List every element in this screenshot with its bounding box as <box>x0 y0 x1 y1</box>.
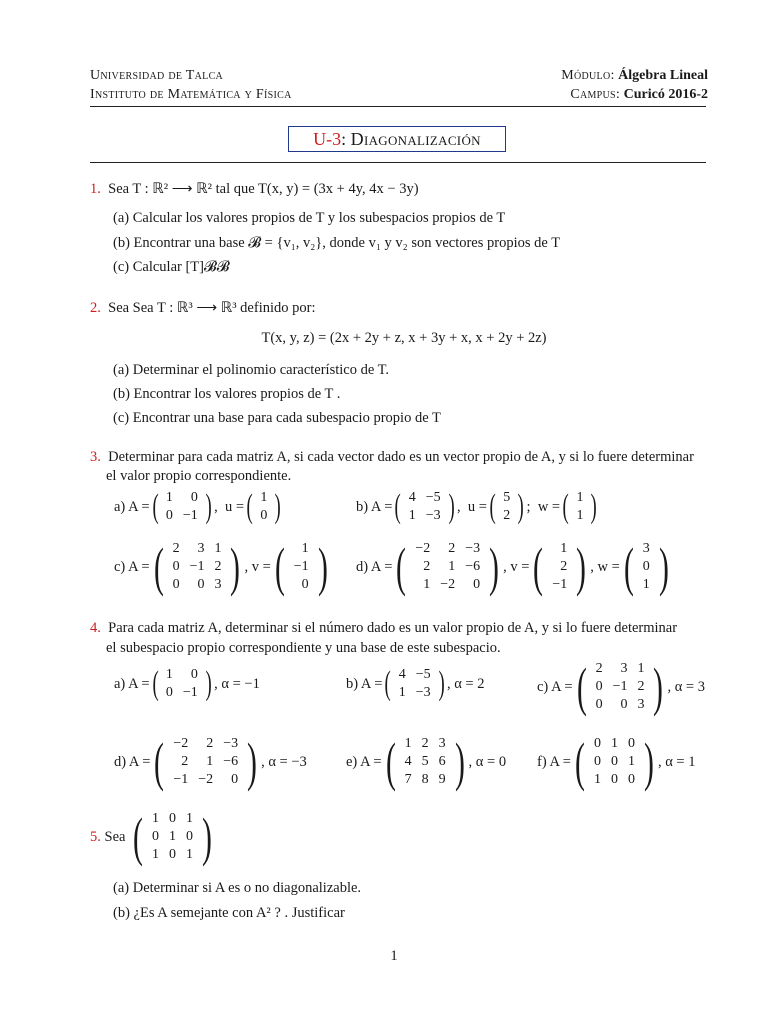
exercise-1-text: Sea T : ℝ² ⟶ ℝ² tal que T(x, y) = (3x + 4y, 4x − 3y) <box>108 181 419 197</box>
left-paren-icon: ( <box>152 488 159 525</box>
page-number: 1 <box>390 948 398 964</box>
exercise-4-number: 4. <box>90 620 101 636</box>
institute-name: Instituto de Matemática y Física <box>90 87 292 102</box>
university-name: Universidad de Talca <box>90 68 224 83</box>
exercise-3d-v-label: v = <box>510 558 530 575</box>
exercise-1-item-a: (a) Calcular los valores propios de T y los subespacios propios de T <box>113 210 506 226</box>
left-paren-icon: ( <box>152 665 159 702</box>
exercise-3c-label: c) A = <box>114 558 150 575</box>
exercise-3a-label: a) A = <box>114 498 150 515</box>
exercise-3-line1 <box>90 449 694 466</box>
title-rule <box>90 162 706 163</box>
module-label: Módulo: <box>561 68 615 83</box>
exercise-2-text: Sea Sea T : ℝ³ ⟶ ℝ³ definido por: <box>108 300 316 316</box>
exercise-4d-alpha: , α = −3 <box>261 753 307 770</box>
exercise-3d-v-vector: 1 2 −1 <box>552 541 568 592</box>
exercise-3b-u-label: u = <box>467 498 487 515</box>
exercise-3a-u-label: u = <box>225 498 245 515</box>
exercise-4c <box>537 657 705 717</box>
campus-label: Campus: <box>570 87 621 102</box>
exercise-4c-alpha: , α = 3 <box>667 678 705 695</box>
exercise-4d-label: d) A = <box>114 753 151 770</box>
exercise-2-item-a: (a) Determinar el polinomio característico de T. <box>113 362 390 378</box>
exercise-4-text1: Para cada matriz A, determinar si el número dado es un valor propio de A, y si lo fuere determinar <box>108 620 678 636</box>
exercise-2-formula: T(x, y, z) = (2x + 2y + z, x + 3y + x, x + 2y + 2z) <box>261 330 547 346</box>
exercise-3b-w-vector: 1 1 <box>576 490 584 523</box>
exercise-4f-alpha: , α = 1 <box>657 753 696 770</box>
exercise-3d: d) A = ( −2 2 −3 2 1 −6 1 −2 0 ) , v = ( 1 2 −1 ) , w = ( 3 0 1 ) <box>356 537 669 597</box>
exercise-1-item-b: (b) Encontrar una base 𝓑 = {v₁, v₂}, donde v₁ y v₂ son vectores propios de T <box>113 235 561 251</box>
exercise-4a-alpha: , α = −1 <box>214 675 260 692</box>
exercise-3d-w-vector: 3 0 1 <box>642 541 650 592</box>
exercise-5-item-a: (a) Determinar si A es o no diagonalizable. <box>113 880 362 896</box>
exercise-2-item-c: (c) Encontrar una base para cada subespacio propio de T <box>113 410 441 426</box>
right-paren-icon: ) <box>205 665 212 702</box>
exercise-3b: b) A = ( 4 −5 1 −3 ) , u = ( 5 2 ) ; w = ( 1 1 ) <box>356 488 598 525</box>
left-paren-icon: ( <box>385 732 396 792</box>
exercise-2-number: 2. <box>90 300 101 316</box>
right-paren-icon: ) <box>317 537 328 597</box>
right-paren-icon: ) <box>590 488 598 525</box>
exercise-4a-matrix: 1 0 0 −1 <box>165 667 198 700</box>
exercise-3-number: 3. <box>90 449 101 465</box>
right-paren-icon: ) <box>517 488 524 525</box>
exercise-4f-matrix: 0 1 0 0 0 1 1 0 0 <box>593 736 635 787</box>
exercise-1-number: 1. <box>90 181 101 197</box>
module-line <box>561 66 708 85</box>
exercise-4-line1 <box>90 620 677 637</box>
right-paren-icon: ) <box>438 665 445 702</box>
right-paren-icon: ) <box>205 488 212 525</box>
right-paren-icon: ) <box>274 488 282 525</box>
exercise-2-item-b: (b) Encontrar los valores propios de T . <box>113 386 341 402</box>
right-paren-icon: ) <box>247 732 258 792</box>
exercise-3-text1: Determinar para cada matriz A, si cada vector dado es un vector propio de A, y si lo fuere determinar <box>108 449 694 465</box>
exercise-5-item-b: (b) ¿Es A semejante con A² ? . Justificar <box>113 905 345 921</box>
right-paren-icon: ) <box>202 807 212 867</box>
exercise-4e-matrix: 1 2 3 4 5 6 7 8 9 <box>404 736 446 787</box>
left-paren-icon: ( <box>154 732 165 792</box>
right-paren-icon: ) <box>454 732 465 792</box>
exercise-4e-label: e) A = <box>346 753 382 770</box>
exercise-5-label: Sea <box>104 828 126 845</box>
exercise-3c-v-vector: 1 −1 0 <box>293 541 309 592</box>
left-paren-icon: ( <box>153 537 164 597</box>
title-name: Diagonalización <box>350 128 481 149</box>
exercise-3b-matrix: 4 −5 1 −3 <box>408 490 441 523</box>
exercise-3d-matrix: −2 2 −3 2 1 −6 1 −2 0 <box>415 541 481 592</box>
exercise-3c: c) A = ( 2 3 1 0 −1 2 0 0 3 ) , v = ( 1 −1 0 ) <box>114 537 328 597</box>
left-paren-icon: ( <box>562 488 569 525</box>
exercise-3b-label: b) A = <box>356 498 393 515</box>
title-sep: : <box>341 128 347 149</box>
exercise-1-statement <box>90 181 419 198</box>
exercise-1-item-c: (c) Calcular [T]𝓑𝓑 <box>113 259 230 275</box>
title-unit: U-3 <box>313 128 342 149</box>
exercise-3a: a) A = ( 1 0 0 −1 ) , u = ( 1 0 ) <box>114 488 282 525</box>
exercise-4d <box>114 732 307 792</box>
left-paren-icon: ( <box>133 807 144 867</box>
campus-value: Curicó 2016-2 <box>623 87 708 102</box>
page-title <box>288 126 506 152</box>
right-paren-icon: ) <box>448 488 455 525</box>
exercise-3c-v-label: v = <box>251 558 271 575</box>
exercise-4b-label: b) A = <box>346 675 383 692</box>
exercise-4b <box>346 666 484 702</box>
exercise-3a-matrix: 1 0 0 −1 <box>165 490 198 523</box>
left-paren-icon: ( <box>274 537 285 597</box>
right-paren-icon: ) <box>653 657 664 717</box>
exercise-3-line2: el valor propio correspondiente. <box>106 468 292 484</box>
left-paren-icon: ( <box>576 657 587 717</box>
left-paren-icon: ( <box>575 732 585 792</box>
exercise-4b-matrix: 4 −5 1 −3 <box>398 667 431 700</box>
exercise-5-number: 5. <box>90 828 101 845</box>
exercise-3c-matrix: 2 3 1 0 −1 2 0 0 3 <box>172 541 222 592</box>
left-paren-icon: ( <box>394 488 402 525</box>
exercise-4c-label: c) A = <box>537 678 573 695</box>
exercise-4e <box>346 732 507 792</box>
exercise-4c-matrix: 2 3 1 0 −1 2 0 0 3 <box>595 661 645 712</box>
left-paren-icon: ( <box>384 665 392 702</box>
left-paren-icon: ( <box>489 488 496 525</box>
exercise-3d-label: d) A = <box>356 558 393 575</box>
left-paren-icon: ( <box>246 488 253 525</box>
right-paren-icon: ) <box>230 537 241 597</box>
exercise-4b-alpha: , α = 2 <box>446 675 485 692</box>
exercise-3b-u-vector: 5 2 <box>503 490 511 523</box>
exercise-3a-u-vector: 1 0 <box>260 490 268 523</box>
module-value: Álgebra Lineal <box>618 68 708 83</box>
exercise-2-statement <box>90 300 316 317</box>
exercise-3b-w-label: w = <box>537 498 561 515</box>
exercise-4d-matrix: −2 2 −3 2 1 −6 −1 −2 0 <box>173 736 239 787</box>
right-paren-icon: ) <box>489 537 500 597</box>
right-paren-icon: ) <box>643 732 654 792</box>
exercise-4a <box>114 666 260 702</box>
exercise-5-matrix: 1 0 1 0 1 0 1 0 1 <box>152 811 194 862</box>
exercise-4-line2: el subespacio propio correspondiente y una base de este subespacio. <box>106 640 501 656</box>
exercise-4f <box>537 732 696 792</box>
left-paren-icon: ( <box>396 537 407 597</box>
right-paren-icon: ) <box>576 537 587 597</box>
left-paren-icon: ( <box>623 537 634 597</box>
left-paren-icon: ( <box>533 537 544 597</box>
exercise-5 <box>90 807 216 867</box>
exercise-4f-label: f) A = <box>537 753 571 770</box>
exercise-4a-label: a) A = <box>114 675 150 692</box>
exercise-3d-w-label: w = <box>597 558 620 575</box>
header-rule <box>90 106 706 107</box>
right-paren-icon: ) <box>658 537 669 597</box>
campus-line <box>570 85 708 104</box>
exercise-4e-alpha: , α = 0 <box>468 753 507 770</box>
